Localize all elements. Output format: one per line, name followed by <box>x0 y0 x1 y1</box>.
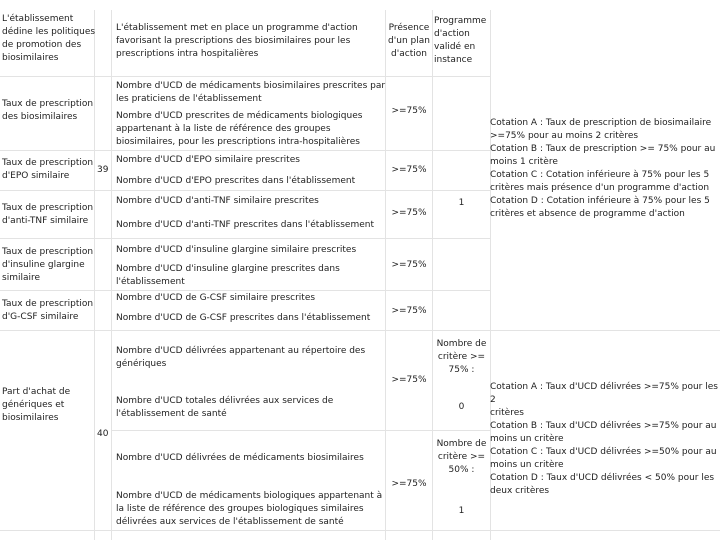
header-programme: Programme d'action validé en instance <box>434 16 487 65</box>
row-divider <box>0 76 490 77</box>
row-divider <box>0 190 490 191</box>
column-divider <box>385 10 386 540</box>
criterion-epo: Taux de prescription d'EPO similaire <box>2 158 94 181</box>
section1-number: 39 <box>97 165 109 175</box>
description: Nombre d'UCD d'EPO prescrites dans l'établissement <box>116 176 356 186</box>
header-criterion: L'établissement dédine les politiques de promotion des biosimilaires <box>2 14 96 63</box>
description: Nombre d'UCD de G-CSF prescrites dans l'établissement <box>116 313 371 323</box>
description: Nombre d'UCD d'insuline glargine prescrites dans l'établissement <box>116 264 340 287</box>
row-divider <box>111 430 490 431</box>
programme-value: 1 <box>458 198 465 208</box>
criterion-biosimilaires: Taux de prescription des biosimilaires <box>2 99 94 122</box>
description: Nombre d'UCD délivrées de médicaments biosimilaires <box>116 453 364 463</box>
header-presence: Présence d'un plan d'action <box>388 23 430 59</box>
description: Nombre d'UCD de G-CSF similaire prescrites <box>116 293 316 303</box>
description: Nombre d'UCD d'insuline glargine similaire prescrites <box>116 245 357 255</box>
row-divider <box>0 530 720 531</box>
threshold-value: >=75% <box>391 479 427 489</box>
threshold-value: >=75% <box>391 208 427 218</box>
description: Nombre d'UCD de médicaments biosimilaires prescrites par les praticiens de l'établissement <box>116 81 386 104</box>
row-divider <box>0 290 490 291</box>
column-divider <box>111 10 112 540</box>
column-divider <box>94 10 95 540</box>
description: Nombre d'UCD délivrées appartenant au répertoire des génériques <box>116 346 366 369</box>
threshold-value: >=75% <box>391 375 427 385</box>
header-description: L'établissement met en place un programme d'action favorisant la prescriptions des biosimilaires pour les prescriptions intra hospitalières <box>116 23 358 59</box>
section2-number: 40 <box>97 429 109 439</box>
description: Nombre d'UCD totales délivrées aux services de l'établissement de santé <box>116 396 334 419</box>
cotation-rules: Cotation A : Taux d'UCD délivrées >=75% pour les 2 critères Cotation B : Taux d'UCD délivrées >=75% pour au moins un critère Cotation C : Taux d'UCD délivrées >=50% pour au moins un critère Cotation D : Taux d'UCD délivrées < 50% pour les deux critères <box>490 382 718 496</box>
row-divider <box>0 150 490 151</box>
description: Nombre d'UCD prescrites de médicaments biologiques appartenant à la liste de référence des groupes biosimilaires, pour les prescriptions intra-hospitalières <box>116 111 363 147</box>
criteria-count-label: Nombre de critère >= 75% : <box>436 339 487 375</box>
criteria-count-value: 1 <box>458 506 465 516</box>
criterion-g-csf: Taux de prescription d'G-CSF similaire <box>2 299 94 322</box>
description: Nombre d'UCD de médicaments biologiques appartenant à la liste de référence des groupes biologiques similaires délivrées aux services de l'établissement de santé <box>116 491 383 527</box>
description: Nombre d'UCD d'anti-TNF prescrites dans l'établissement <box>116 220 375 230</box>
cotation-rules: Cotation A : Taux de prescription de biosimailaire >=75% pour au moins 2 critères Cotation B : Taux de prescription >= 75% pour au moins 1 critère Cotation C : Cotation inférieure à 75% pour les 5 critères mais présence d'un programme d'action Cotation D : Cotation inférieure à 75% pour les 5 critères et absence de programme d'action <box>490 118 716 219</box>
criteria-count-value: 0 <box>458 402 465 412</box>
row-divider <box>0 238 490 239</box>
row-divider <box>0 330 720 331</box>
description: Nombre d'UCD d'anti-TNF similaire prescrites <box>116 196 319 206</box>
threshold-value: >=75% <box>391 165 427 175</box>
criteria-count-label: Nombre de critère >= 50% : <box>436 439 487 475</box>
criterion-generiques: Part d'achat de génériques et biosimilaires <box>2 387 71 423</box>
threshold-value: >=75% <box>391 306 427 316</box>
criterion-insuline-glargine: Taux de prescription d'insuline glargine similaire <box>2 247 94 283</box>
threshold-value: >=75% <box>391 260 427 270</box>
description: Nombre d'UCD d'EPO similaire prescrites <box>116 155 300 165</box>
threshold-value: >=75% <box>391 106 427 116</box>
criterion-anti-tnf: Taux de prescription d'anti-TNF similaire <box>2 203 94 226</box>
